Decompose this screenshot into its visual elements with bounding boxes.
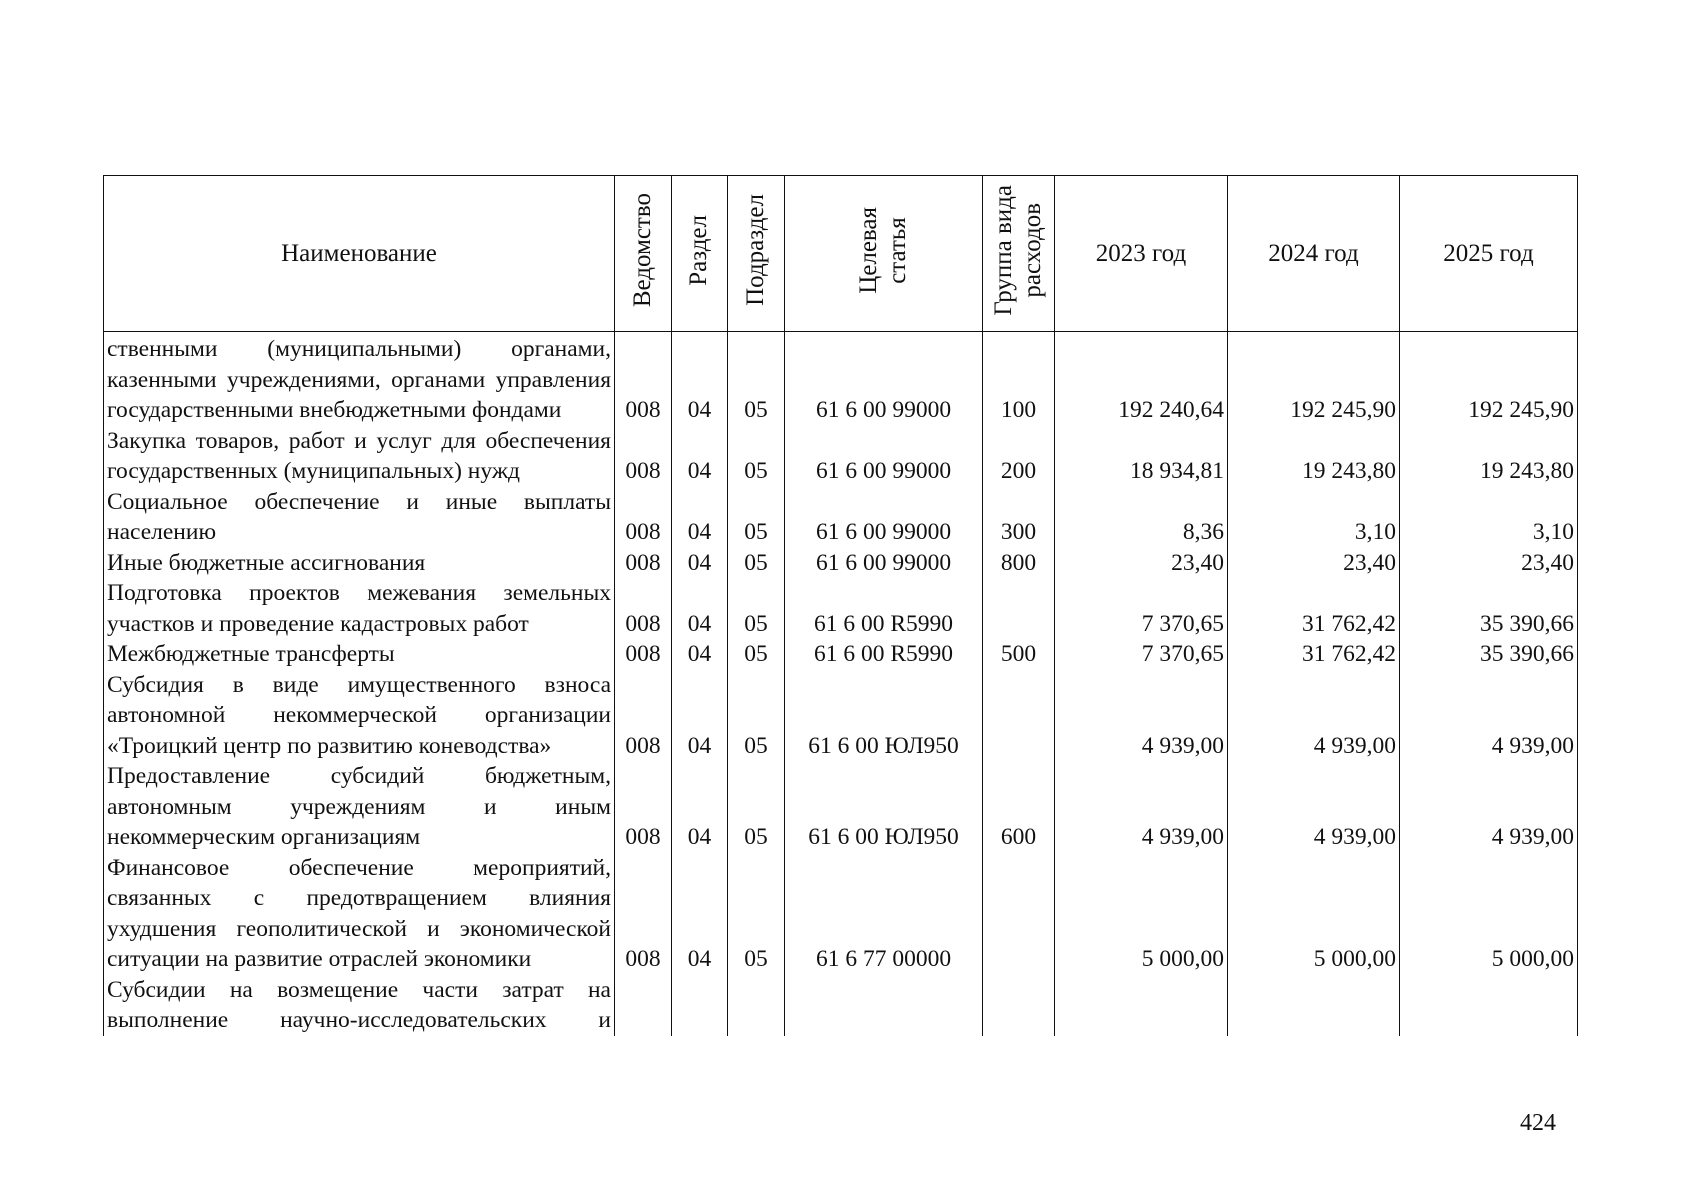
row-section: 04 — [672, 332, 728, 426]
row-name: ственными (муниципальными) органами, казенными учреждениями, органами управления государственными внебюджетными фондами — [104, 332, 615, 426]
row-subsection: 05 — [728, 548, 785, 579]
row-subsection: 05 — [728, 426, 785, 487]
row-section: 04 — [672, 487, 728, 548]
header-department-label: Ведомство — [628, 192, 656, 308]
row-subsection: 05 — [728, 487, 785, 548]
row-amount-2023: 18 934,81 — [1055, 426, 1228, 487]
header-year-2023: 2023 год — [1055, 176, 1228, 332]
row-department: 008 — [615, 670, 672, 762]
row-section: 04 — [672, 578, 728, 639]
row-amount-2024: 19 243,80 — [1228, 426, 1400, 487]
row-target-article: 61 6 00 R5990 — [785, 639, 983, 670]
row-amount-2024: 31 762,42 — [1228, 639, 1400, 670]
row-expense-group: 200 — [983, 426, 1055, 487]
header-section-label: Раздел — [685, 214, 713, 286]
row-expense-group: 600 — [983, 761, 1055, 853]
row-target-article: 61 6 00 99000 — [785, 332, 983, 426]
row-department: 008 — [615, 761, 672, 853]
row-subsection: 05 — [728, 639, 785, 670]
row-amount-2023: 5 000,00 — [1055, 853, 1228, 975]
row-target-article: 61 6 00 99000 — [785, 426, 983, 487]
table-row — [104, 761, 1578, 853]
row-amount-2023: 4 939,00 — [1055, 670, 1228, 762]
row-section: 04 — [672, 853, 728, 975]
budget-table — [103, 175, 1578, 1036]
row-amount-2024: 192 245,90 — [1228, 332, 1400, 426]
row-amount-2025: 4 939,00 — [1400, 670, 1578, 762]
row-department: 008 — [615, 639, 672, 670]
page-number: 424 — [1520, 1110, 1556, 1136]
row-amount-2024: 23,40 — [1228, 548, 1400, 579]
row-section: 04 — [672, 761, 728, 853]
row-subsection: 05 — [728, 578, 785, 639]
header-target-article — [785, 176, 983, 332]
row-subsection: 05 — [728, 761, 785, 853]
row-name: Иные бюджетные ассигнования — [104, 548, 615, 579]
row-section: 04 — [672, 670, 728, 762]
row-name: Финансовое обеспечение мероприятий, связанных с предотвращением влияния ухудшения геополитической и экономической ситуации на развитие отраслей экономики — [104, 853, 615, 975]
table-row — [104, 426, 1578, 487]
row-amount-2023: 7 370,65 — [1055, 639, 1228, 670]
header-section — [672, 176, 728, 332]
row-amount-2025: 35 390,66 — [1400, 639, 1578, 670]
row-name: Субсидии на возмещение части затрат на выполнение научно-исследовательских и — [104, 975, 615, 1036]
row-department — [615, 975, 672, 1036]
row-subsection: 05 — [728, 853, 785, 975]
row-expense-group: 300 — [983, 487, 1055, 548]
row-target-article: 61 6 00 R5990 — [785, 578, 983, 639]
row-department: 008 — [615, 578, 672, 639]
table-row — [104, 853, 1578, 975]
row-amount-2024: 31 762,42 — [1228, 578, 1400, 639]
row-section — [672, 975, 728, 1036]
header-name: Наименование — [104, 176, 615, 332]
row-subsection: 05 — [728, 332, 785, 426]
row-amount-2025: 5 000,00 — [1400, 853, 1578, 975]
header-subsection-label: Подраздел — [741, 194, 769, 306]
row-amount-2024: 4 939,00 — [1228, 670, 1400, 762]
row-target-article: 61 6 00 99000 — [785, 548, 983, 579]
row-amount-2025: 19 243,80 — [1400, 426, 1578, 487]
row-section: 04 — [672, 426, 728, 487]
header-target-article-label: Целевая статья — [854, 206, 911, 294]
row-department: 008 — [615, 426, 672, 487]
row-subsection: 05 — [728, 670, 785, 762]
row-amount-2024: 5 000,00 — [1228, 853, 1400, 975]
row-target-article: 61 6 00 99000 — [785, 487, 983, 548]
header-year-2025: 2025 год — [1400, 176, 1578, 332]
row-name: Субсидия в виде имущественного взноса автономной некоммерческой организации «Троицкий центр по развитию коневодства» — [104, 670, 615, 762]
table-row — [104, 487, 1578, 548]
table-row — [104, 548, 1578, 579]
row-amount-2025: 35 390,66 — [1400, 578, 1578, 639]
row-department: 008 — [615, 332, 672, 426]
row-target-article: 61 6 77 00000 — [785, 853, 983, 975]
row-expense-group: 800 — [983, 548, 1055, 579]
row-expense-group — [983, 578, 1055, 639]
row-amount-2024: 3,10 — [1228, 487, 1400, 548]
row-target-article: 61 6 00 ЮЛ950 — [785, 670, 983, 762]
row-amount-2024: 4 939,00 — [1228, 761, 1400, 853]
row-amount-2025: 3,10 — [1400, 487, 1578, 548]
table-row — [104, 578, 1578, 639]
row-name: Предоставление субсидий бюджетным, автономным учреждениям и иным некоммерческим организациям — [104, 761, 615, 853]
row-amount-2025 — [1400, 975, 1578, 1036]
table-header-row — [104, 176, 1578, 332]
header-subsection — [728, 176, 785, 332]
row-subsection — [728, 975, 785, 1036]
row-expense-group: 500 — [983, 639, 1055, 670]
header-expense-group-label: Группа вида расходов — [989, 184, 1046, 316]
table-row — [104, 670, 1578, 762]
row-amount-2025: 192 245,90 — [1400, 332, 1578, 426]
row-expense-group — [983, 975, 1055, 1036]
table-row — [104, 975, 1578, 1036]
row-amount-2023: 8,36 — [1055, 487, 1228, 548]
row-target-article — [785, 975, 983, 1036]
row-amount-2023: 7 370,65 — [1055, 578, 1228, 639]
row-name: Социальное обеспечение и иные выплаты населению — [104, 487, 615, 548]
row-name: Межбюджетные трансферты — [104, 639, 615, 670]
row-department: 008 — [615, 487, 672, 548]
header-department — [615, 176, 672, 332]
header-year-2024: 2024 год — [1228, 176, 1400, 332]
row-amount-2023: 23,40 — [1055, 548, 1228, 579]
row-amount-2025: 4 939,00 — [1400, 761, 1578, 853]
row-amount-2025: 23,40 — [1400, 548, 1578, 579]
row-expense-group — [983, 670, 1055, 762]
row-amount-2023: 4 939,00 — [1055, 761, 1228, 853]
row-section: 04 — [672, 548, 728, 579]
row-department: 008 — [615, 548, 672, 579]
row-section: 04 — [672, 639, 728, 670]
table-row — [104, 332, 1578, 426]
row-target-article: 61 6 00 ЮЛ950 — [785, 761, 983, 853]
row-amount-2024 — [1228, 975, 1400, 1036]
row-expense-group — [983, 853, 1055, 975]
row-department: 008 — [615, 853, 672, 975]
row-amount-2023: 192 240,64 — [1055, 332, 1228, 426]
row-amount-2023 — [1055, 975, 1228, 1036]
row-name: Закупка товаров, работ и услуг для обеспечения государственных (муниципальных) нужд — [104, 426, 615, 487]
row-name: Подготовка проектов межевания земельных участков и проведение кадастровых работ — [104, 578, 615, 639]
row-expense-group: 100 — [983, 332, 1055, 426]
table-row — [104, 639, 1578, 670]
header-expense-group — [983, 176, 1055, 332]
